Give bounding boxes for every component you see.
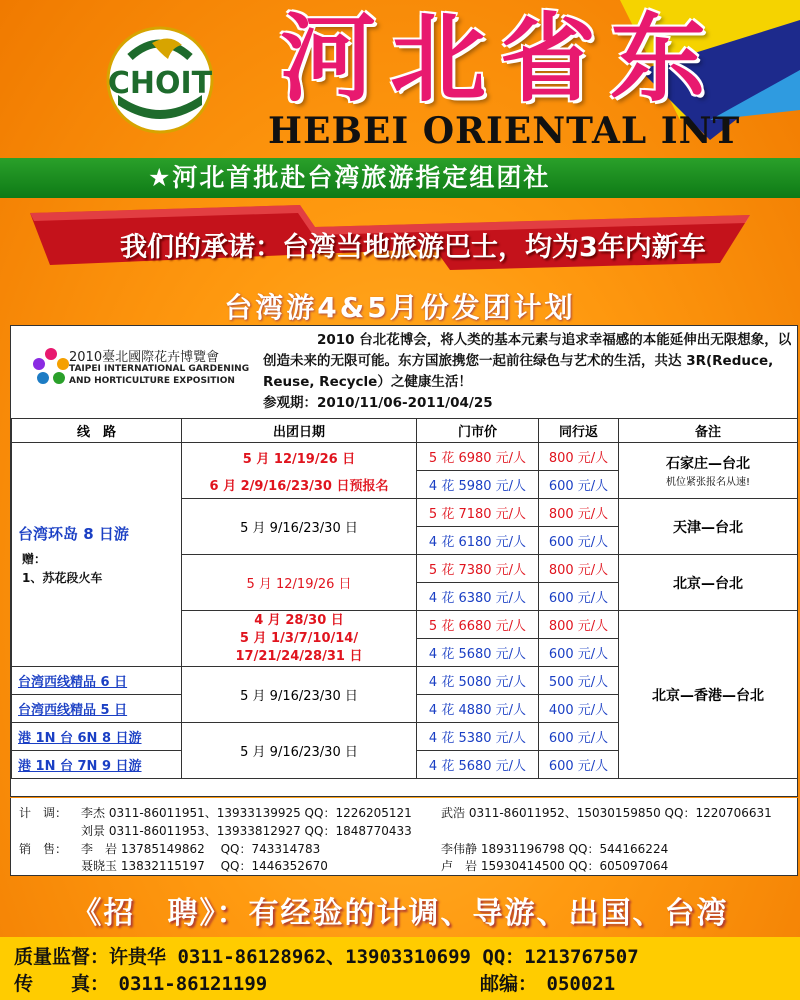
tour-plan-panel [10, 325, 798, 797]
sales-contact: 聂晓玉 13832115197 QQ：1446352670 [81, 859, 328, 873]
dispatch-contact: 李杰 0311-86011951、13933139925 QQ：1226205121 [81, 806, 412, 820]
price-cell: 4 花 5080 元/人 [417, 667, 539, 695]
plan-title: 台湾游4&5月份发团计划 [224, 291, 576, 324]
quality-supervision: 质量监督：许贵华 0311-86128962、13903310699 QQ：1213767507 [14, 946, 639, 968]
rebate-cell: 500 元/人 [539, 667, 619, 695]
rebate-cell: 800 元/人 [539, 555, 619, 583]
price-cell: 5 花 6680 元/人 [417, 611, 539, 639]
price-cell: 4 花 5680 元/人 [417, 751, 539, 779]
company-title-en: HEBEI ORIENTAL INT [268, 110, 741, 152]
table-row [12, 443, 798, 471]
note-cell [619, 443, 798, 499]
note-cell: 天津—台北 [619, 499, 798, 555]
flower-expo-icon [33, 346, 69, 390]
note-route: 石家庄—台北 [666, 456, 750, 472]
price-cell: 5 花 7380 元/人 [417, 555, 539, 583]
expo-period: 参观期：2010/11/06-2011/04/25 [263, 395, 493, 411]
rebate-cell: 800 元/人 [539, 611, 619, 639]
dates-text: 4 月 28/30 日 [254, 612, 344, 628]
dates-cell [182, 611, 417, 667]
route-cell-main [12, 443, 182, 667]
route-main-name: 台湾环岛 8 日游 [18, 525, 129, 543]
dates-text: 6 月 2/9/16/23/30 日预报名 [209, 478, 389, 494]
sales-contact: 李 岩 13785149862 QQ：743314783 [81, 842, 321, 856]
expo-name-cn: 2010臺北國際花卉博覽會 [69, 350, 220, 365]
gift-label: 赠： [22, 552, 47, 566]
subtitle-bar: ★河北首批赴台湾旅游指定组团社 [0, 158, 800, 198]
rebate-cell: 600 元/人 [539, 639, 619, 667]
price-cell: 5 花 6980 元/人 [417, 443, 539, 471]
price-cell: 4 花 5380 元/人 [417, 723, 539, 751]
dispatch-contact: 刘景 0311-86011953、13933812927 QQ：1848770433 [81, 824, 412, 838]
rebate-cell: 600 元/人 [539, 583, 619, 611]
header [0, 0, 800, 160]
route-west-6: 台湾西线精品 6 日 [12, 667, 182, 695]
dates-cell: 5 月 9/16/23/30 日 [182, 667, 417, 723]
logo-text: CHOIT [107, 66, 213, 101]
route-west-5: 台湾西线精品 5 日 [12, 695, 182, 723]
note-cell: 北京—香港—台北 [619, 611, 798, 779]
dates-cell: 5 月 9/16/23/30 日 [182, 723, 417, 779]
recruit-banner: 《招 聘》：有经验的计调、导游、出国、台湾 [71, 896, 729, 931]
price-cell: 4 花 5680 元/人 [417, 639, 539, 667]
price-cell: 4 花 6380 元/人 [417, 583, 539, 611]
dates-cell [182, 443, 417, 499]
note-small: 机位紧张报名从速! [665, 477, 750, 488]
price-cell: 4 花 6180 元/人 [417, 527, 539, 555]
dispatch-contact: 武浩 0311-86011952、15030159850 QQ：1220706631 [441, 806, 772, 820]
header-dates: 出团日期 [182, 419, 417, 443]
dates-text: 17/21/24/28/31 日 [235, 648, 363, 664]
company-title-cn: 河北省东 [280, 3, 720, 115]
promise-text: 我们的承诺：台湾当地旅游巴士，均为3年内新车 [120, 232, 706, 263]
table-header-row [12, 419, 798, 443]
expo-intro [263, 330, 793, 414]
dates-text: 5 月 1/3/7/10/14/ [239, 630, 359, 646]
route-hk-9: 港 1N 台 7N 9 日游 [12, 751, 182, 779]
sales-label: 销 售： [19, 842, 68, 856]
route-hk-8: 港 1N 台 6N 8 日游 [12, 723, 182, 751]
sales-contact: 李伟静 18931196798 QQ：544166224 [441, 842, 669, 856]
footer-bar [0, 937, 800, 1000]
contacts-block [10, 798, 798, 876]
sales-contact: 卢 岩 15930414500 QQ：605097064 [441, 859, 669, 873]
rebate-cell: 400 元/人 [539, 695, 619, 723]
expo-name-en1: TAIPEI INTERNATIONAL GARDENING [69, 364, 250, 374]
dates-text: 5 月 12/19/26 日 [242, 451, 356, 467]
header-route: 线 路 [12, 419, 182, 443]
tour-table [11, 418, 798, 779]
rebate-cell: 600 元/人 [539, 527, 619, 555]
expo-name-en2: AND HORTICULTURE EXPOSITION [69, 376, 235, 386]
rebate-cell: 800 元/人 [539, 443, 619, 471]
gift-item: 1、苏花段火车 [22, 571, 103, 585]
dispatch-label: 计 调： [19, 806, 68, 820]
header-rebate: 同行返 [539, 419, 619, 443]
rebate-cell: 600 元/人 [539, 751, 619, 779]
postcode-line: 邮编： 050021 [480, 973, 616, 995]
expo-intro-text: 2010 台北花博会，将人类的基本元素与追求幸福感的本能延伸出无限想象，以创造未来的无限可能。东方国旅携您一起前往绿色与艺术的生活，共达 3R(Reduce, Reuse, Recycle）之健康生活！ [263, 332, 792, 390]
dates-cell: 5 月 12/19/26 日 [182, 555, 417, 611]
company-logo-icon [90, 25, 230, 135]
rebate-cell: 600 元/人 [539, 723, 619, 751]
header-note: 备注 [619, 419, 798, 443]
header-price: 门市价 [417, 419, 539, 443]
fax-line: 传 真： 0311-86121199 [14, 973, 268, 995]
price-cell: 4 花 4880 元/人 [417, 695, 539, 723]
rebate-cell: 800 元/人 [539, 499, 619, 527]
rebate-cell: 600 元/人 [539, 471, 619, 499]
note-cell: 北京—台北 [619, 555, 798, 611]
dates-cell: 5 月 9/16/23/30 日 [182, 499, 417, 555]
price-cell: 4 花 5980 元/人 [417, 471, 539, 499]
price-cell: 5 花 7180 元/人 [417, 499, 539, 527]
